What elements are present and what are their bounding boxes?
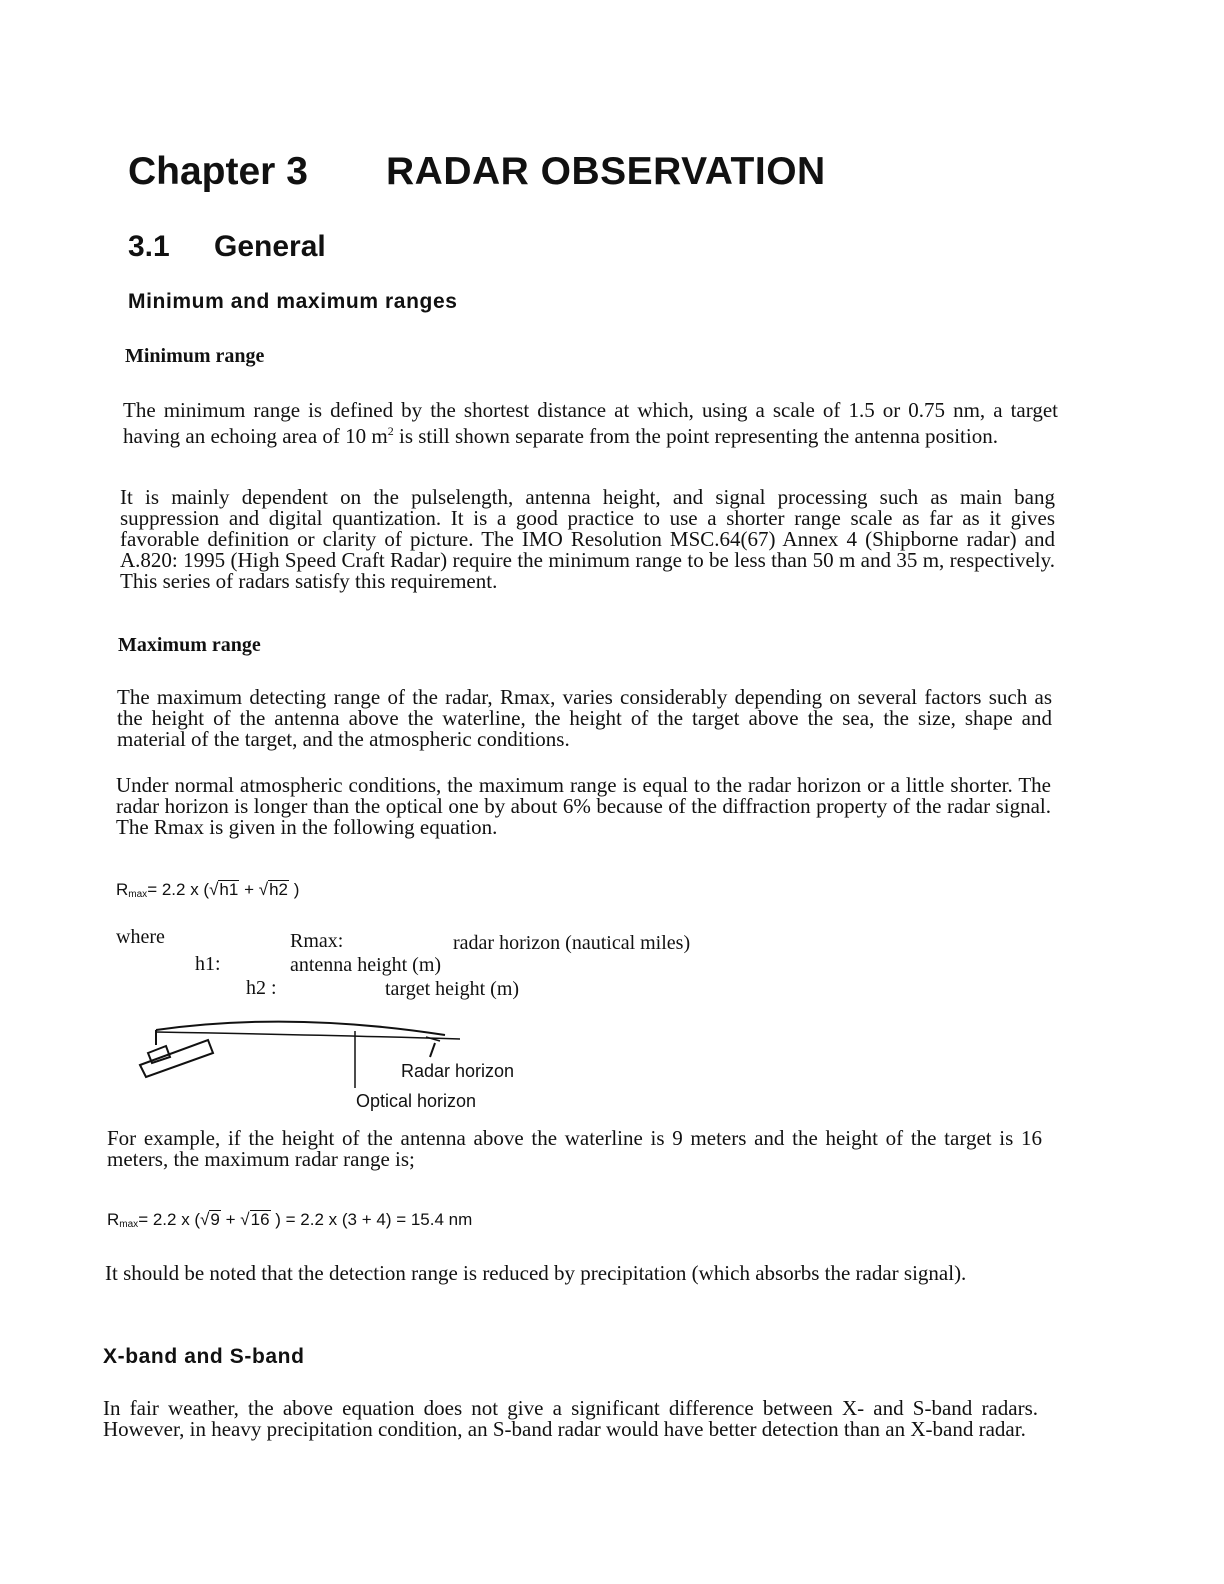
sqrt-symbol: √	[258, 880, 269, 899]
formula-rmax-h1: h1	[219, 880, 239, 899]
section-title: General	[214, 230, 326, 263]
formula-example-subscript: max	[119, 1219, 139, 1230]
formula-rmax-close: )	[288, 880, 300, 899]
sqrt-symbol: √	[200, 1210, 210, 1229]
chapter-label: Chapter 3	[128, 150, 308, 193]
paragraph-min-range-definition	[123, 400, 1058, 447]
formula-example-b: 16	[250, 1210, 270, 1229]
paragraph-radar-horizon: Under normal atmospheric conditions, the maximum range is equal to the radar horizon or a little shorter. The radar horizon is longer than the optical one by about 6% because of the diffraction property of the radar signal. The Rmax is given in the following equation.	[116, 773, 1051, 839]
formula-example-result: ) = 2.2 x (3 + 4) = 15.4 nm	[270, 1210, 473, 1229]
formula-example-a: 9	[210, 1210, 220, 1229]
definition-h1-desc: antenna height (m)	[290, 954, 442, 976]
chapter-title: RADAR OBSERVATION	[386, 150, 826, 193]
section-heading	[128, 230, 326, 264]
chapter-heading	[128, 150, 826, 194]
p1-text: The minimum range is defined by the shortest distance at which, using a scale of 1.5 or 0.75 nm, a target having an echoing area of 10 m	[123, 398, 1058, 448]
heading-maximum-range: Maximum range	[118, 634, 261, 656]
formula-rmax-h2: h2	[269, 880, 288, 899]
paragraph-x-s-band: In fair weather, the above equation does not give a significant difference between X- and S-band radars. However, in heavy precipitation condition, an S-band radar would have better detection than an X-band radar.	[103, 1396, 1038, 1441]
paragraph-precipitation: It should be noted that the detection range is reduced by precipitation (which absorbs the radar signal).	[105, 1261, 967, 1285]
heading-x-s-band: X-band and S-band	[103, 1345, 305, 1368]
sqrt-symbol: √	[209, 880, 219, 899]
label-radar-horizon: Radar horizon	[401, 1061, 515, 1081]
definition-rmax-desc: radar horizon (nautical miles)	[453, 932, 691, 954]
formula-rmax	[116, 880, 299, 900]
heading-min-max-ranges: Minimum and maximum ranges	[128, 290, 458, 313]
optical-line	[156, 1032, 460, 1039]
formula-example-coefficient: = 2.2 x (	[138, 1210, 201, 1229]
formula-example	[107, 1210, 472, 1230]
horizon-diagram	[130, 1015, 490, 1095]
paragraph-example: For example, if the height of the antenna above the waterline is 9 meters and the height of the target is 16 meters, the maximum radar range is;	[107, 1126, 1042, 1171]
definition-h2-desc: target height (m)	[385, 978, 520, 1000]
formula-rmax-plus: +	[239, 880, 259, 899]
formula-rmax-r: R	[116, 880, 129, 899]
label-optical-horizon: Optical horizon	[356, 1091, 477, 1111]
formula-example-plus: +	[220, 1210, 241, 1229]
p1-superscript: 2	[387, 424, 394, 438]
formula-rmax-coefficient: = 2.2 x (	[147, 880, 210, 899]
formula-rmax-subscript: max	[128, 889, 148, 900]
definitions-where: where	[116, 926, 165, 948]
sqrt-symbol: √	[240, 1210, 250, 1229]
definition-h1-term: h1:	[195, 953, 221, 975]
definition-rmax-term: Rmax:	[290, 930, 344, 952]
formula-example-r: R	[107, 1210, 120, 1229]
paragraph-min-range-dependency: It is mainly dependent on the pulselength, antenna height, and signal processing such as main bang suppression and digital quantization. It is a good practice to use a shorter range scale as far as it gives favorable definition or clarity of picture. The IMO Resolution MSC.64(67) Annex 4 (Shipborne radar) and A.820: 1995 (High Speed Craft Radar) require the minimum range to be less than 50 m and 35 m, respectively. This series of radars satisfy this requirement.	[120, 485, 1055, 593]
p1-text-end: is still shown separate from the point representing the antenna position.	[393, 424, 998, 448]
section-number: 3.1	[128, 230, 170, 263]
heading-minimum-range: Minimum range	[125, 345, 265, 367]
definition-h2-term: h2 :	[246, 977, 277, 999]
paragraph-max-range-factors: The maximum detecting range of the radar, Rmax, varies considerably depending on several factors such as the height of the antenna above the waterline, the height of the target above the sea, the size, shape and material of the target, and the atmospheric conditions.	[117, 685, 1052, 751]
radar-horizon-marker	[430, 1043, 435, 1057]
